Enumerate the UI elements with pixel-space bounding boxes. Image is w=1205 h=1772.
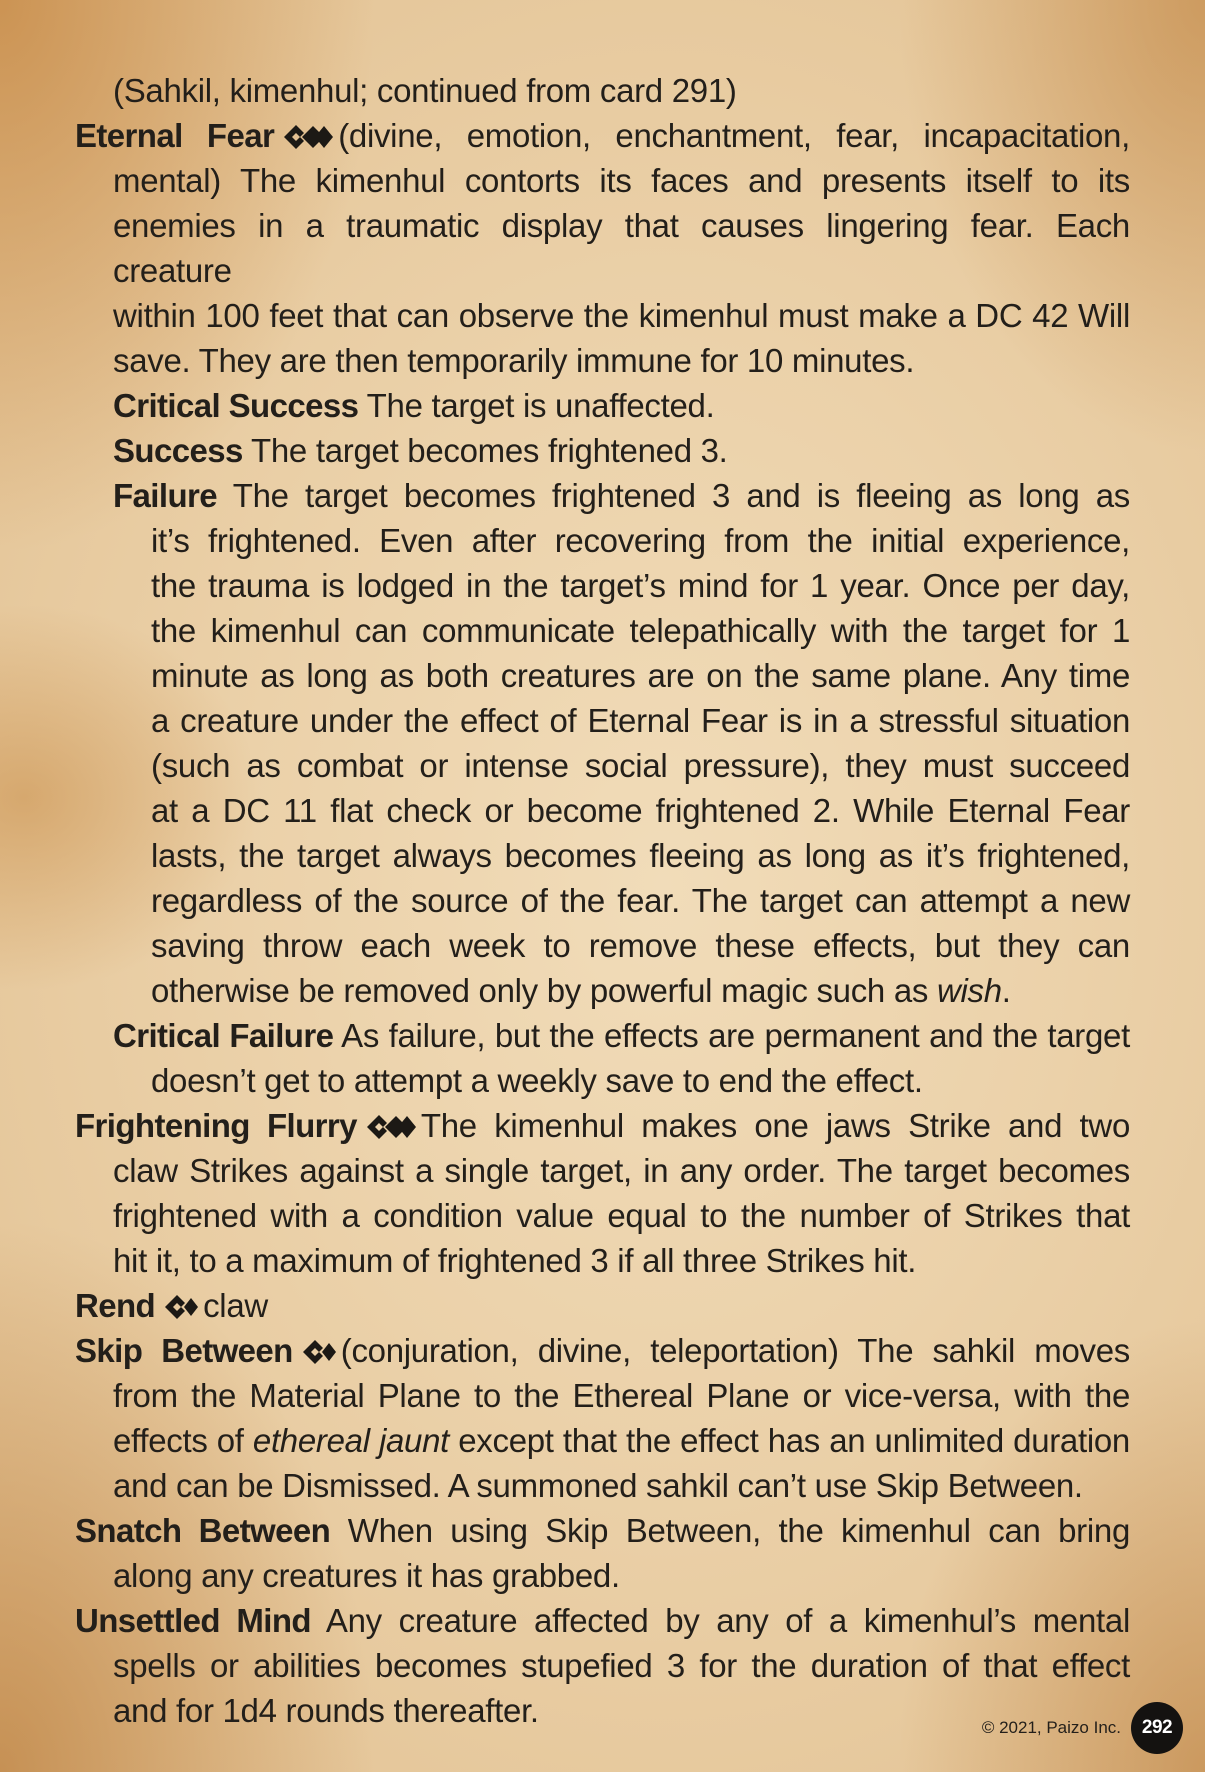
degree-success: Success The target becomes frightened 3. [113,432,728,469]
degree-failure: Failure The target becomes frightened 3 and is fleeing as long as it’s frightened. Even after recovering from the initial experience, the trauma is lodged in the target’s mind for 1 year. Once per day, the kimenhul can communicate telepathically with the target for 1 minute as long as both creatures are on the same plane. Any time a creature under the effect of Eternal Fear is in a stressful situation (such as combat or intense social pressure), they must succeed at a DC 11 flat check or become frightened 2. While Eternal Fear lasts, the target always becomes fleeing as long as it’s frightened, regardless of the source of the fear. The target can attempt a new saving throw each week to remove these effects, but they can otherwise be removed only by powerful magic such as wish. [113,477,1130,1009]
degree-critical-success: Critical Success The target is unaffected. [113,387,715,424]
continued-note: (Sahkil, kimenhul; continued from card 291) [113,72,737,109]
ability-unsettled-mind: Unsettled Mind Any creature affected by any of a kimenhul’s mental spells or abilities becomes stupefied 3 for the duration of that effect and for 1d4 rounds thereafter. [75,1602,1130,1729]
two-actions-icon [282,124,334,150]
ability-name: Skip Between [75,1332,293,1369]
one-action-icon [163,1294,199,1320]
degree-critical-failure: Critical Failure As failure, but the effects are permanent and the target doesn’t get to attempt a weekly save to end the effect. [113,1017,1130,1099]
card-footer [982,1702,1183,1754]
copyright-notice: © 2021, Paizo Inc. [981,1718,1121,1737]
ability-frightening-flurry: Frightening Flurry The kimenhul makes one jaws Strike and two claw Strikes against a single target, in any order. The target becomes frightened with a condition value equal to the number of Strikes that hit it, to a maximum of frightened 3 if all three Strikes hit. [75,1107,1131,1279]
one-action-icon [301,1339,337,1365]
ability-rend: Rend claw [75,1287,268,1324]
page-number-badge: 292 [1131,1702,1183,1754]
two-actions-icon [365,1114,417,1140]
ability-card [75,68,1130,1733]
ability-eternal-fear: Eternal Fear (divine, emotion, enchantment, fear, incapacitation, mental) The kimenhul contorts its faces and presents itself to its enemies in a traumatic display that causes lingering fear. Each creature within 100 feet that can observe the kimenhul must make a DC 42 Will save. They are then temporarily immune for 10 minutes. Critical Success The target is unaffected. Success The target becomes frightened 3. Failure The target becomes frightened 3 and is fleeing as long as it’s frightened. Even after recovering from the initial experience, the trauma is lodged in the target’s mind for 1 year. Once per day, the kimenhul can communicate telepathically with the target for 1 minute as long as both creatures are on the same plane. Any time a creature under the effect of Eternal Fear is in a stressful situation (such as combat or intense social pressure), they must succeed at a DC 11 flat check or become frightened 2. While Eternal Fear lasts, the target always becomes fleeing as long as it’s frightened, regardless of the source of the fear. The target can attempt a new saving throw each week to remove these effects, but they can otherwise be removed only by powerful magic such as wish. Critical Failure As failure, but the effects are permanent and the target doesn’t get to attempt a weekly save to end the effect. [75,113,1130,1103]
ability-name: Unsettled Mind [75,1602,311,1639]
ability-skip-between: Skip Between (conjuration, divine, teleportation) The sahkil moves from the Material Plane to the Ethereal Plane or vice-versa, with the effects of ethereal jaunt except that the effect has an unlimited duration and can be Dismissed. A summoned sahkil can’t use Skip Between. [75,1332,1130,1504]
ability-name: Frightening Flurry [75,1107,357,1144]
ability-name: Eternal Fear [75,117,275,154]
ability-name: Snatch Between [75,1512,331,1549]
ability-snatch-between: Snatch Between When using Skip Between, the kimenhul can bring along any creatures it has grabbed. [75,1512,1131,1594]
ability-name: Rend [75,1287,156,1324]
